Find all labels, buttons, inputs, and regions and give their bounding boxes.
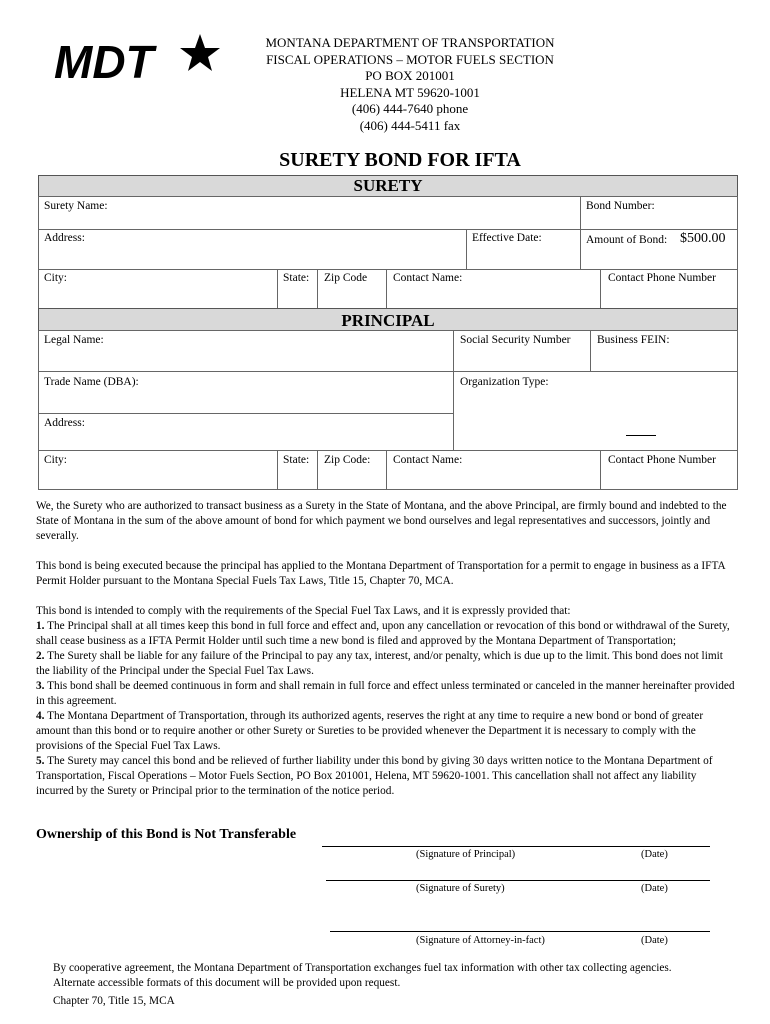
cooperative-agreement-note: By cooperative agreement, the Montana Department of Transportation exchanges fuel tax information with other tax collecting agencies. Alternate accessible formats of this document will be provided upon request. [53,962,672,989]
surety-address-label: Address: [44,232,85,244]
condition-item: 1. The Principal shall at all times keep this bond in full force and effect and, upon any cancellation or revocation of this bond or withdrawal of the Surety, shall cease business as a IFTA Permit Holder until such time a new bond is filed and approved by the Montana Department of Transportation; [36,620,730,647]
surety-name-label: Surety Name: [44,200,108,212]
trade-name-label: Trade Name (DBA): [44,376,139,388]
condition-item: 3. This bond shall be deemed continuous in form and shall remain in full force and effect unless terminated or canceled in the manner hereinafter provided in this agreement. [36,680,735,707]
principal-heading: PRINCIPAL [38,308,738,331]
surety-city-label: City: [44,272,68,284]
surety-signature-label: (Signature of Surety) [416,883,505,894]
principal-city-label: City: [44,454,68,466]
attorney-signature-line[interactable] [330,931,710,932]
paragraph-permit-purpose: This bond is being executed because the principal has applied to the Montana Department of Transportation for a permit to engage in business as a IFTA Permit Holder pursuant to the Montana Special Fuels Tax Laws, Title 15, Chapter 70, MCA. [36,560,725,587]
ownership-notice: Ownership of this Bond is Not Transferable [36,827,297,842]
agency-pobox: PO BOX 201001 [365,68,455,83]
principal-signature-line[interactable] [322,846,710,847]
surety-name-field[interactable] [38,196,581,230]
attorney-signature-label: (Signature of Attorney-in-fact) [416,935,545,946]
principal-address-label: Address: [44,417,85,429]
agency-fax: (406) 444-5411 fax [359,117,461,133]
principal-signature-label: (Signature of Principal) [416,849,516,860]
agency-section: FISCAL OPERATIONS – MOTOR FUELS SECTION [266,51,554,67]
agency-phone: (406) 444-7640 phone [351,101,469,116]
statute-citation: Chapter 70, Title 15, MCA [53,995,175,1007]
amount-label: Amount of Bond: [586,234,668,246]
conditions-list [36,604,736,799]
surety-date-label: (Date) [641,883,668,894]
paragraph-surety-obligation: We, the Surety who are authorized to transact business as a Surety in the State of Montana, and the above Principal, are firmly bound and indebted to the State of Montana in the sum of the above amount of bond for which payment we bond ourselves and legal representatives and successors, jointly and severally. [36,500,727,542]
surety-contact-phone-label: Contact Phone Number [608,272,716,284]
principal-contact-phone-label: Contact Phone Number [608,454,716,466]
agency-city: HELENA MT 59620-1001 [340,84,480,100]
business-fein-label: Business FEIN: [597,334,670,346]
logo-text: MDT [54,36,154,86]
condition-item: 4. The Montana Department of Transportation, through its authorized agents, reserves the right at any time to require a new bond or bond of greater amount than this bond or to require another or other Surety or Sureties to be provided whenever the Department it is necessary to comply with the provisions of the Special Fuel Tax Laws. [36,710,704,752]
form-title: SURETY BOND FOR IFTA [279,149,521,171]
condition-item: 2. The Surety shall be liable for any failure of the Principal to pay any tax, interest, and/or penalty, which is due up to the limit. This bond does not limit the liability of the Principal under the Special Fuel Tax Laws. [36,650,723,677]
attorney-date-label: (Date) [641,935,668,946]
conditions-intro: This bond is intended to comply with the requirements of the Special Fuel Tax Laws, and it is expressly provided that: [36,605,571,617]
agency-name: MONTANA DEPARTMENT OF TRANSPORTATION [265,35,555,50]
principal-address-field[interactable] [38,413,454,451]
principal-state-label: State: [283,454,310,466]
surety-contact-name-label: Contact Name: [393,272,463,284]
principal-city-field[interactable] [38,450,278,490]
ssn-label: Social Security Number [460,334,571,346]
principal-contact-name-label: Contact Name: [393,454,463,466]
organization-type-dash [626,435,656,436]
principal-date-label: (Date) [641,849,668,860]
legal-name-label: Legal Name: [44,334,104,346]
surety-zip-label: Zip Code [324,272,368,284]
surety-state-label: State: [283,272,310,284]
condition-item: 5. The Surety may cancel this bond and be relieved of further liability under this bond by giving 30 days written notice to the Montana Department of Transportation, Fiscal Operations – Motor Fuels Section, PO Box 201001, Helena, MT 59620-1001. This cancellation shall not affect any liability incurred by the Surety or Principal prior to the termination of the notice period. [36,755,713,797]
amount-value: $500.00 [680,231,726,246]
bond-number-label: Bond Number: [586,200,655,212]
surety-signature-line[interactable] [326,880,710,881]
organization-type-label: Organization Type: [460,376,549,388]
surety-address-field[interactable] [38,229,467,270]
effective-date-label: Effective Date: [472,232,542,244]
surety-heading: SURETY [38,175,738,197]
principal-zip-label: Zip Code: [324,454,371,466]
surety-city-field[interactable] [38,269,278,309]
